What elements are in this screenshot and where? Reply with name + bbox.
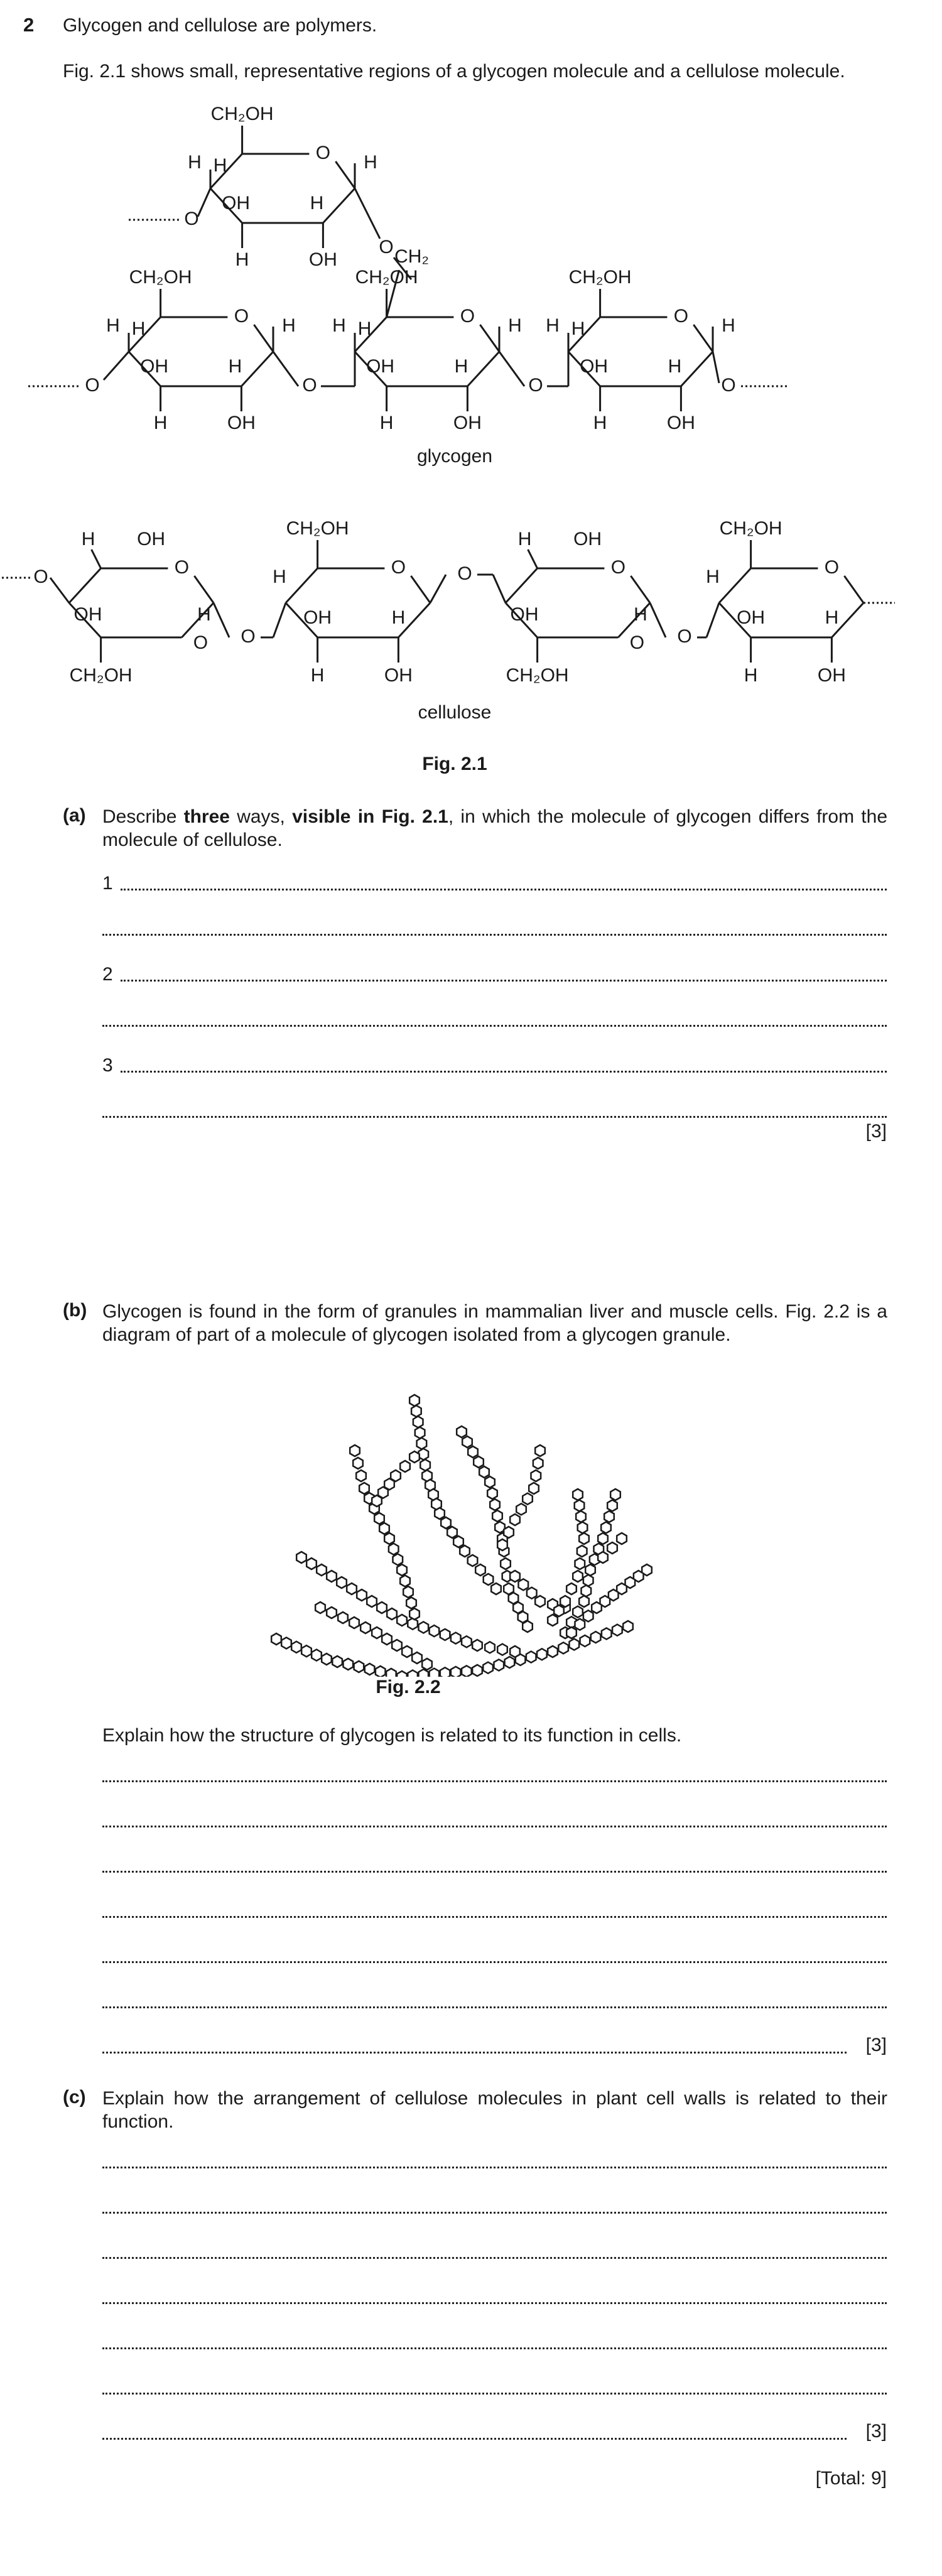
ring-oxygen-label: O xyxy=(234,305,249,327)
glucose-unit-hexagon xyxy=(580,1635,590,1647)
hydroxyl-label: OH xyxy=(737,607,766,628)
glycosidic-bond xyxy=(273,603,286,637)
part-b-question: Glycogen is found in the form of granules in mammalian liver and muscle cells. Fig. 2.2 is a diagram of part of a molecule of glycogen isolated from a glycogen granule. xyxy=(102,1301,887,1345)
glucose-unit-hexagon xyxy=(548,1646,558,1657)
ch2oh-label: CH₂OH xyxy=(355,266,418,288)
glucose-unit-hexagon xyxy=(554,1605,564,1616)
answer-line[interactable] xyxy=(102,1826,887,1827)
glucose-unit-hexagon xyxy=(402,1646,412,1657)
ch2-label: CH₂ xyxy=(394,246,430,267)
glucose-unit-hexagon xyxy=(570,1639,580,1650)
hydrogen-label: H xyxy=(228,355,242,377)
answer-line[interactable] xyxy=(102,2167,887,2168)
glucose-unit-hexagon xyxy=(490,1499,500,1510)
ring-bond xyxy=(631,576,650,603)
answer-line[interactable] xyxy=(102,2393,887,2395)
answer-line[interactable] xyxy=(102,1025,887,1027)
glucose-unit-hexagon xyxy=(384,1533,394,1544)
glucose-unit-hexagon xyxy=(360,1622,371,1633)
answer-number-1: 1 xyxy=(102,873,113,894)
fig-2-1-caption: Fig. 2.1 xyxy=(422,754,487,774)
glycosidic-bond xyxy=(706,603,719,637)
oxygen-label: O xyxy=(193,632,208,653)
glucose-unit-hexagon xyxy=(494,1659,504,1670)
ch2oh-label: CH₂OH xyxy=(286,517,349,539)
glucose-unit-hexagon xyxy=(403,1586,413,1598)
hydroxyl-label: OH xyxy=(666,412,695,433)
glucose-unit-hexagon xyxy=(522,1493,533,1505)
oxygen-label: O xyxy=(33,566,48,587)
answer-line[interactable] xyxy=(102,1871,887,1873)
glucose-unit-hexagon xyxy=(460,1545,470,1557)
hydrogen-label: H xyxy=(546,315,560,336)
glucose-unit-hexagon xyxy=(353,1458,363,1469)
part-b-prompt: Explain how the structure of glycogen is related to its function in cells. xyxy=(102,1725,682,1746)
glycosidic-bond xyxy=(104,352,129,380)
glucose-unit-hexagon xyxy=(607,1500,617,1512)
glucose-unit-hexagon xyxy=(400,1576,410,1587)
glucose-unit-hexagon xyxy=(415,1427,425,1438)
ring-oxygen-label: O xyxy=(315,142,331,163)
glucose-unit-hexagon xyxy=(462,1436,472,1448)
glucose-unit-hexagon xyxy=(350,1445,360,1456)
glucose-unit-hexagon xyxy=(412,1652,422,1664)
ring-oxygen-label: O xyxy=(174,556,190,578)
glucose-unit-hexagon xyxy=(535,1596,545,1607)
glucose-unit-hexagon xyxy=(485,1476,495,1488)
glucose-unit-hexagon xyxy=(575,1558,585,1569)
glucose-unit-hexagon xyxy=(301,1645,311,1657)
glucose-unit-hexagon xyxy=(357,1589,367,1601)
glucose-unit-hexagon xyxy=(354,1661,364,1672)
hydrogen-label: H xyxy=(188,151,202,173)
answer-number-2: 2 xyxy=(102,964,113,985)
glucose-unit-hexagon xyxy=(457,1426,467,1437)
glucose-unit-hexagon xyxy=(492,1510,502,1522)
glucose-unit-hexagon xyxy=(393,1554,403,1565)
hydrogen-label: H xyxy=(106,315,120,336)
ring-bond xyxy=(411,576,430,603)
glucose-unit-hexagon xyxy=(392,1640,402,1651)
glucose-unit-hexagon xyxy=(327,1607,337,1618)
answer-number-3: 3 xyxy=(102,1055,113,1076)
glucose-unit-hexagon xyxy=(579,1533,589,1544)
glucose-unit-hexagon xyxy=(271,1633,281,1645)
glucose-unit-hexagon xyxy=(347,1583,357,1594)
hydroxyl-label: OH xyxy=(817,664,846,686)
hydrogen-label: H xyxy=(282,315,296,336)
glucose-unit-hexagon xyxy=(479,1466,489,1478)
glucose-unit-hexagon xyxy=(604,1511,614,1522)
glucose-unit-hexagon xyxy=(576,1511,586,1522)
question-intro: Glycogen and cellulose are polymers. xyxy=(63,15,377,36)
ring-bond xyxy=(286,568,318,603)
glucose-unit-hexagon xyxy=(376,1666,386,1677)
fig-2-2-caption: Fig. 2.2 xyxy=(376,1677,441,1697)
hydrogen-label: H xyxy=(364,151,377,173)
glycosidic-bond xyxy=(650,603,666,637)
glucose-unit-hexagon xyxy=(592,1602,602,1613)
glucose-unit-hexagon xyxy=(560,1596,570,1607)
ring-bond xyxy=(506,568,538,603)
hydrogen-label: H xyxy=(634,603,647,625)
glucose-unit-hexagon xyxy=(510,1571,520,1582)
part-a-marks: [3] xyxy=(865,1121,887,1142)
glucose-unit-hexagon xyxy=(462,1636,472,1647)
hydrogen-label: H xyxy=(668,355,682,377)
ring-bond xyxy=(241,352,273,386)
glucose-unit-hexagon xyxy=(451,1633,461,1644)
glucose-unit-hexagon xyxy=(497,1644,507,1655)
glucose-unit-hexagon xyxy=(462,1665,472,1677)
ring-bond xyxy=(693,325,713,352)
glucose-unit-hexagon xyxy=(579,1596,589,1607)
answer-line[interactable] xyxy=(102,2347,887,2349)
ring-bond xyxy=(681,352,713,386)
hydroxyl-label: OH xyxy=(303,607,332,628)
glucose-unit-hexagon xyxy=(406,1598,416,1609)
glucose-unit-hexagon xyxy=(417,1438,427,1449)
question-number: 2 xyxy=(23,14,35,36)
glucose-unit-hexagon xyxy=(389,1544,399,1555)
glucose-unit-hexagon xyxy=(566,1627,577,1638)
glucose-unit-hexagon xyxy=(419,1621,429,1633)
glucose-unit-hexagon xyxy=(472,1640,482,1651)
glucose-unit-hexagon xyxy=(483,1662,493,1674)
ch2oh-label: CH₂OH xyxy=(719,517,782,539)
hydrogen-label: H xyxy=(744,664,758,686)
glucose-unit-hexagon xyxy=(367,1596,377,1607)
part-a-label: (a) xyxy=(63,805,86,826)
glycogen-label: glycogen xyxy=(416,446,493,467)
glycosidic-bond xyxy=(499,352,524,386)
part-a-question: Describe three ways, visible in Fig. 2.1, in which the molecule of glycogen differs from the molecule of cellulose. xyxy=(102,806,887,850)
glucose-unit-hexagon xyxy=(510,1514,520,1525)
glucose-unit-hexagon xyxy=(529,1483,539,1494)
hydrogen-label: H xyxy=(454,355,468,377)
glucose-unit-hexagon xyxy=(359,1483,369,1494)
hydroxyl-label: OH xyxy=(366,355,395,377)
glucose-unit-hexagon xyxy=(356,1470,366,1481)
ch2oh-label: CH₂OH xyxy=(129,266,192,288)
glucose-unit-hexagon xyxy=(391,1470,401,1481)
total-marks: [Total: 9] xyxy=(815,2468,887,2489)
glucose-unit-hexagon xyxy=(409,1395,420,1406)
glucose-unit-hexagon xyxy=(322,1653,332,1665)
answer-line[interactable] xyxy=(102,2052,847,2054)
hydroxyl-label: OH xyxy=(510,603,539,625)
ring-bond xyxy=(719,568,751,603)
glucose-unit-hexagon xyxy=(575,1619,585,1630)
answer-line[interactable] xyxy=(121,1071,887,1073)
hydroxyl-label: OH xyxy=(140,355,169,377)
ring-oxygen-label: O xyxy=(673,305,689,327)
ring-oxygen-label: O xyxy=(460,305,475,327)
glycosidic-bond xyxy=(273,352,298,386)
glucose-unit-hexagon xyxy=(379,1523,389,1534)
glycosidic-bond xyxy=(430,575,446,603)
hydrogen-label: H xyxy=(197,603,211,625)
ring-oxygen-label: O xyxy=(391,556,406,578)
cellulose-label: cellulose xyxy=(418,702,492,723)
glucose-unit-hexagon xyxy=(601,1522,611,1534)
glucose-unit-hexagon xyxy=(317,1564,327,1576)
glucose-unit-hexagon xyxy=(537,1648,547,1660)
part-c-question: Explain how the arrangement of cellulose molecules in plant cell walls is related to their function. xyxy=(102,2088,887,2132)
oxygen-label: O xyxy=(184,208,199,229)
hydroxyl-label: OH xyxy=(573,528,602,549)
hydrogen-label: H xyxy=(332,315,346,336)
figure-intro: Fig. 2.1 shows small, representative regions of a glycogen molecule and a cellulose molecule. xyxy=(63,61,845,82)
oxygen-label: O xyxy=(85,374,100,396)
glucose-unit-hexagon xyxy=(344,1659,354,1670)
glucose-unit-hexagon xyxy=(365,1664,375,1675)
answer-line[interactable] xyxy=(102,2302,887,2304)
glucose-unit-hexagon xyxy=(578,1522,588,1534)
hydrogen-label: H xyxy=(379,412,394,433)
ring-oxygen-label: O xyxy=(610,556,626,578)
hydroxyl-label: OH xyxy=(580,355,609,377)
glucose-unit-hexagon xyxy=(548,1615,558,1626)
glucose-unit-hexagon xyxy=(573,1571,583,1582)
glucose-unit-hexagon xyxy=(315,1602,325,1613)
fig-2-1-diagram xyxy=(0,0,942,728)
hydrogen-label: H xyxy=(153,412,168,433)
answer-line[interactable] xyxy=(102,2257,887,2259)
glucose-unit-hexagon xyxy=(582,1585,592,1596)
glucose-unit-hexagon xyxy=(591,1632,601,1643)
glucose-unit-hexagon xyxy=(527,1588,537,1599)
glycosidic-bond xyxy=(214,603,229,637)
oxygen-label: O xyxy=(379,236,394,257)
glucose-unit-hexagon xyxy=(577,1545,587,1557)
glucose-unit-hexagon xyxy=(468,1555,478,1566)
glucose-unit-hexagon xyxy=(338,1612,348,1623)
hydroxyl-label: OH xyxy=(222,192,251,214)
glucose-unit-hexagon xyxy=(311,1650,322,1661)
glucose-unit-hexagon xyxy=(397,1671,407,1677)
ring-bond xyxy=(254,325,273,352)
glucose-unit-hexagon xyxy=(598,1533,608,1544)
glucose-unit-hexagon xyxy=(349,1617,359,1628)
oxygen-label: O xyxy=(241,625,256,647)
glucose-unit-hexagon xyxy=(377,1602,387,1613)
ring-bond xyxy=(335,161,355,188)
glucose-unit-hexagon xyxy=(408,1670,418,1677)
answer-line[interactable] xyxy=(102,2438,847,2440)
glucose-unit-hexagon xyxy=(516,1503,526,1515)
glucose-unit-hexagon xyxy=(430,1625,440,1637)
glucose-unit-hexagon xyxy=(387,1608,397,1620)
glycosidic-bond xyxy=(355,188,380,239)
glucose-unit-hexagon xyxy=(485,1642,495,1653)
hydrogen-label: H xyxy=(508,315,522,336)
glucose-unit-hexagon xyxy=(400,1461,410,1472)
glucose-unit-hexagon xyxy=(397,1615,407,1626)
glucose-unit-hexagon xyxy=(337,1577,347,1588)
glucose-unit-hexagon xyxy=(386,1669,396,1677)
hydrogen-label: H xyxy=(310,192,324,214)
answer-line[interactable] xyxy=(102,2006,887,2008)
ring-bond xyxy=(844,576,864,603)
answer-line[interactable] xyxy=(102,1961,887,1963)
glucose-unit-hexagon xyxy=(583,1610,593,1621)
glucose-unit-hexagon xyxy=(422,1659,432,1670)
glucose-unit-hexagon xyxy=(484,1574,494,1585)
glucose-unit-hexagon xyxy=(487,1488,497,1499)
hydrogen-label: H xyxy=(213,154,227,176)
glucose-unit-hexagon xyxy=(472,1665,482,1676)
ch2oh-label: CH₂OH xyxy=(69,664,133,686)
glucose-unit-hexagon xyxy=(519,1579,529,1590)
glucose-unit-hexagon xyxy=(420,1459,430,1471)
glucose-unit-hexagon xyxy=(296,1552,306,1563)
hydrogen-label: H xyxy=(310,664,325,686)
hydrogen-label: H xyxy=(571,318,585,339)
glucose-unit-hexagon xyxy=(566,1583,577,1594)
oxygen-label: O xyxy=(302,374,317,396)
answer-line[interactable] xyxy=(102,1780,887,1782)
glucose-unit-hexagon xyxy=(447,1527,457,1538)
oxygen-label: O xyxy=(629,632,645,653)
answer-line[interactable] xyxy=(102,2212,887,2214)
glucose-unit-hexagon xyxy=(451,1667,461,1677)
ring-bond xyxy=(69,568,101,603)
hydrogen-label: H xyxy=(722,315,735,336)
glucose-unit-hexagon xyxy=(497,1539,507,1550)
oxygen-label: O xyxy=(528,374,543,396)
glucose-unit-hexagon xyxy=(474,1456,484,1468)
hydrogen-label: H xyxy=(81,528,95,549)
glucose-unit-hexagon xyxy=(510,1646,520,1657)
glycosidic-bond xyxy=(493,575,506,603)
glucose-unit-hexagon xyxy=(430,1669,440,1677)
answer-line[interactable] xyxy=(121,980,887,982)
hydrogen-label: H xyxy=(706,566,720,587)
glucose-unit-hexagon xyxy=(522,1621,533,1632)
fig-2-2-glycogen-diagram xyxy=(0,1350,942,1677)
glucose-unit-hexagon xyxy=(573,1489,583,1500)
glucose-unit-hexagon xyxy=(533,1458,543,1469)
glucose-unit-hexagon xyxy=(501,1558,511,1569)
substituent-bond xyxy=(92,549,101,568)
hydrogen-label: H xyxy=(273,566,286,587)
glucose-unit-hexagon xyxy=(397,1564,407,1576)
glucose-unit-hexagon xyxy=(491,1583,501,1594)
glucose-unit-hexagon xyxy=(306,1558,317,1569)
glucose-unit-hexagon xyxy=(372,1627,382,1638)
hydroxyl-label: OH xyxy=(308,249,337,270)
glucose-unit-hexagon xyxy=(374,1513,384,1524)
hydroxyl-label: OH xyxy=(73,603,102,625)
glucose-unit-hexagon xyxy=(558,1642,568,1653)
hydroxyl-label: OH xyxy=(137,528,166,549)
answer-line[interactable] xyxy=(102,1916,887,1918)
ring-bond xyxy=(323,188,355,223)
ch2oh-label: CH₂OH xyxy=(568,266,632,288)
ring-bond xyxy=(467,352,499,386)
part-b-label: (b) xyxy=(63,1300,87,1321)
glucose-unit-hexagon xyxy=(413,1416,423,1427)
oxygen-label: O xyxy=(457,563,472,584)
hydrogen-label: H xyxy=(593,412,607,433)
glucose-unit-hexagon xyxy=(504,1527,514,1538)
glucose-unit-hexagon xyxy=(453,1536,463,1547)
glycosidic-bond xyxy=(713,352,719,383)
ch2oh-label: CH₂OH xyxy=(210,103,274,124)
glucose-unit-hexagon xyxy=(441,1517,451,1529)
glycosidic-bond xyxy=(50,578,69,603)
substituent-bond xyxy=(528,549,538,568)
ch2oh-label: CH₂OH xyxy=(506,664,569,686)
answer-line[interactable] xyxy=(102,934,887,936)
glycosidic-bond xyxy=(198,188,210,217)
glucose-unit-hexagon xyxy=(440,1629,450,1640)
glucose-unit-hexagon xyxy=(531,1470,541,1481)
hydrogen-label: H xyxy=(131,318,146,339)
glucose-unit-hexagon xyxy=(535,1445,545,1456)
hydroxyl-label: OH xyxy=(227,412,256,433)
glucose-unit-hexagon xyxy=(281,1637,291,1648)
glucose-unit-hexagon xyxy=(602,1628,612,1639)
part-b-marks: [3] xyxy=(865,2035,887,2055)
hydroxyl-label: OH xyxy=(384,664,413,686)
glucose-unit-hexagon xyxy=(505,1657,515,1668)
oxygen-label: O xyxy=(677,625,692,647)
glucose-unit-hexagon xyxy=(411,1405,421,1417)
glucose-unit-hexagon xyxy=(573,1606,583,1618)
glucose-unit-hexagon xyxy=(382,1633,392,1645)
glucose-unit-hexagon xyxy=(607,1542,617,1554)
part-c-label: (c) xyxy=(63,2087,86,2108)
hydrogen-label: H xyxy=(391,607,406,628)
hydrogen-label: H xyxy=(517,528,532,549)
glucose-unit-hexagon xyxy=(409,1451,420,1463)
hydroxyl-label: OH xyxy=(453,412,482,433)
glucose-unit-hexagon xyxy=(575,1500,585,1512)
glucose-unit-hexagon xyxy=(526,1652,536,1663)
glucose-unit-hexagon xyxy=(291,1642,301,1653)
ring-oxygen-label: O xyxy=(824,556,840,578)
glucose-unit-hexagon xyxy=(475,1564,485,1576)
ring-bond xyxy=(480,325,499,352)
glucose-unit-hexagon xyxy=(435,1508,445,1519)
answer-line[interactable] xyxy=(121,889,887,890)
glucose-unit-hexagon xyxy=(409,1608,420,1620)
glucose-unit-hexagon xyxy=(617,1533,627,1544)
glucose-unit-hexagon xyxy=(610,1489,620,1500)
glucose-unit-hexagon xyxy=(440,1667,450,1677)
glucose-unit-hexagon xyxy=(623,1621,633,1632)
oxygen-label: O xyxy=(721,374,736,396)
part-c-marks: [3] xyxy=(865,2421,887,2442)
hydrogen-label: H xyxy=(235,249,249,270)
glucose-unit-hexagon xyxy=(408,1618,418,1630)
glucose-unit-hexagon xyxy=(332,1656,342,1667)
glucose-unit-hexagon xyxy=(468,1446,478,1458)
hydrogen-label: H xyxy=(357,318,372,339)
glucose-unit-hexagon xyxy=(327,1571,337,1582)
glucose-unit-hexagon xyxy=(585,1564,595,1576)
ring-bond xyxy=(194,576,214,603)
glucose-unit-hexagon xyxy=(583,1575,593,1586)
glucose-unit-hexagon xyxy=(612,1625,622,1636)
glucose-unit-hexagon xyxy=(598,1552,608,1563)
answer-line[interactable] xyxy=(102,1116,887,1118)
hydrogen-label: H xyxy=(825,607,839,628)
